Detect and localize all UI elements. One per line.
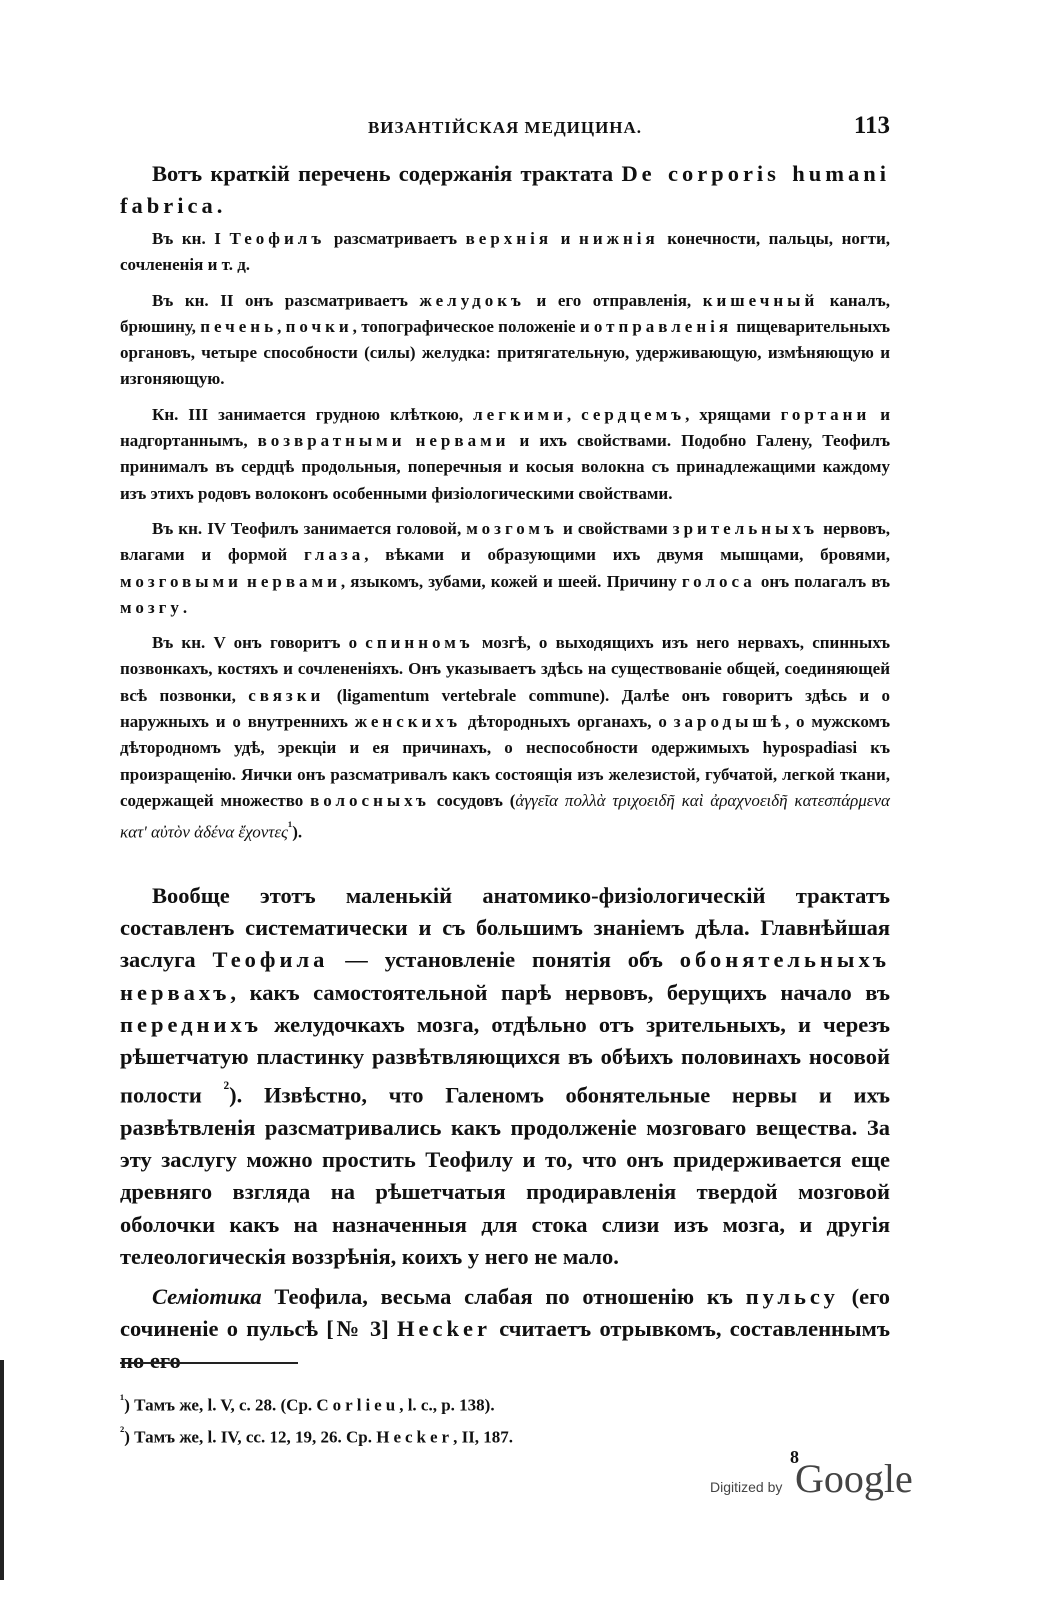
text-run: Въ кн. IV Теофилъ занимается головой,	[152, 518, 467, 538]
google-logo: Google	[795, 1456, 913, 1501]
spaced-term: глаза	[303, 545, 365, 565]
spaced-term: сердцемъ	[581, 404, 686, 424]
signature-mark: 8	[790, 1447, 799, 1467]
text-run: сосудовъ (	[429, 790, 516, 810]
book-3-summary	[120, 402, 890, 507]
spaced-term: мозговыми	[120, 571, 242, 591]
spaced-term: зрительныхъ	[672, 518, 819, 538]
text-run: и надгортаннымъ,	[120, 404, 890, 451]
spaced-term: желудокъ	[419, 290, 525, 310]
main-paragraph-1	[120, 880, 890, 1273]
spaced-term: переднихъ	[120, 1011, 262, 1037]
spaced-name: Corlieu	[316, 1395, 400, 1415]
spaced-name: Теофила	[212, 947, 329, 973]
book-summaries	[120, 226, 890, 846]
footnote-ref: ²	[223, 1078, 230, 1100]
text-run	[406, 431, 416, 450]
text-run: Кн. III занимается грудною клѣткою,	[152, 404, 474, 424]
digitized-by-label: Digitized by	[710, 1479, 783, 1495]
footnotes	[120, 1387, 890, 1450]
spaced-term: связки	[248, 685, 325, 705]
spaced-term: пульсу	[745, 1283, 839, 1309]
text-run: , языкомъ, зубами, кожей и шеей. Причину	[340, 571, 682, 591]
text-run: онъ полагалъ въ	[755, 571, 891, 591]
text-run: , хрящами	[685, 404, 781, 424]
text-run: Вообще этотъ маленькій анатомико-физіологическій трактатъ составленъ систематически и съ большимъ знаніемъ дѣла. Главнѣйшая заслуга	[120, 883, 890, 973]
footnote-mark: ²	[120, 1423, 125, 1440]
text-run: , какъ самостоятельной парѣ нервовъ, берущихъ начало въ	[230, 979, 890, 1005]
latin-title: De corporis humani fabrica	[120, 161, 891, 219]
book-2-summary	[120, 288, 890, 393]
italic-term: Семіотика	[152, 1283, 262, 1309]
text-run: нервовъ, влагами и формой	[120, 518, 890, 565]
footnote-mark: ¹	[120, 1392, 125, 1408]
text-run: и	[552, 229, 580, 248]
intro-text: Вотъ краткій перечень содержанія трактата	[152, 161, 622, 186]
spaced-term: обонятельныхъ	[679, 947, 890, 973]
page-number: 113	[853, 112, 890, 139]
text-run: пищеварительныхъ органовъ, четыре способности (силы) желудка: притягательную, удерживающую, измѣняющую и изгоняющую.	[120, 316, 891, 389]
spaced-term: верхнія	[465, 229, 553, 248]
spaced-name: Теофилъ	[229, 229, 326, 248]
text-run: желудочкахъ мозга, отдѣльно отъ зрительныхъ, и черезъ рѣшетчатую пластинку развѣтвляющихся въ обѣихъ половинахъ носовой полости	[120, 1011, 890, 1108]
spaced-term: возвратными	[257, 431, 406, 451]
text-run: мозгѣ, о выходящихъ изъ него нервахъ, спинныхъ позвонкахъ, костяхъ и сочлененіяхъ. Онъ указываетъ здѣсь на существованіе общей, соединяющей всѣ позвонки,	[120, 633, 890, 705]
text-run: ,	[277, 316, 286, 336]
text-run: ,	[566, 404, 582, 424]
spaced-term: почки	[285, 316, 353, 336]
footnote-ref: ¹	[287, 819, 293, 836]
book-1-summary	[120, 226, 890, 279]
text-run: ) Тамъ же, l. V, c. 28. (Cp.	[124, 1395, 317, 1415]
spaced-term: нервами	[247, 571, 341, 591]
text-run: и свойствами	[557, 518, 673, 538]
text-run: Въ кн. II онъ разсматриваетъ	[152, 290, 420, 310]
spaced-term: голоса	[681, 571, 756, 591]
text-run: ).	[292, 822, 303, 842]
spaced-term: нижнія	[579, 229, 659, 248]
text-run: дѣтородныхъ органахъ, о	[461, 712, 674, 732]
footnote-divider	[120, 1362, 298, 1364]
spaced-term: гортани	[780, 404, 871, 424]
digitized-watermark	[710, 1455, 930, 1505]
text-run: каналъ, брюшину,	[120, 290, 890, 336]
spaced-term: нервами	[415, 431, 510, 451]
text-run: — установленіе понятія объ	[328, 947, 680, 973]
intro-end: .	[216, 193, 223, 219]
spaced-term: отправленія	[593, 316, 733, 336]
text-run: , l. c., p. 138).	[399, 1395, 495, 1415]
text-run: ) Тамъ же, l. IV, cc. 12, 19, 26. Cp.	[124, 1427, 377, 1447]
footnote-2	[120, 1419, 890, 1451]
text-run: Въ кн. I	[152, 229, 230, 248]
text-run: конечности, пальцы, ногти, сочлененія и т. д.	[120, 229, 890, 275]
spaced-term: спинномъ	[365, 633, 474, 653]
spaced-term: легкими	[473, 404, 567, 424]
spaced-name: Hecker	[396, 1316, 491, 1342]
text-run: (его сочиненіе о пульсѣ [№ 3]	[120, 1283, 890, 1342]
spaced-term: мозгомъ	[466, 518, 558, 538]
spaced-term: зародышѣ	[673, 712, 785, 732]
book-4-summary	[120, 516, 890, 621]
text-run: считаетъ отрывкомъ, составленнымъ по его	[120, 1316, 891, 1374]
running-header	[120, 112, 890, 142]
text-run: и его отправленія,	[524, 290, 703, 310]
spaced-term: печень	[200, 316, 278, 336]
book-5-summary	[120, 630, 890, 846]
spaced-term: нервахъ	[120, 979, 231, 1005]
text-run: , топографическое положеніе и	[352, 316, 594, 336]
footnote-1	[120, 1387, 890, 1419]
spaced-name: Hecker	[376, 1427, 454, 1447]
text-run: (ligamentum vertebrale commune). Далѣе онъ говоритъ здѣсь и о наружныхъ и о внутреннихъ	[120, 685, 890, 732]
text-run: , о мужскомъ дѣтородномъ удѣ, эрекціи и ея причинахъ, о неспособности одержимыхъ hypospadiasi къ произращенію. Яички онъ разсматривалъ какъ состоящія изъ железистой, губчатой, легкой ткани, содержащей множество	[120, 712, 890, 810]
text-run: , вѣками и образующими ихъ двумя мышцами, бровями,	[364, 545, 890, 565]
text-run: .	[182, 597, 188, 617]
spaced-term: мозгу	[120, 597, 183, 617]
text-run: Теофила, весьма слабая по отношенію къ	[261, 1283, 746, 1309]
intro-paragraph	[120, 158, 890, 222]
scan-edge	[0, 1360, 4, 1580]
spaced-term: женскихъ	[354, 712, 462, 732]
text-run: ). Извѣстно, что Галеномъ обонятельные нервы и ихъ развѣтвленія разсматривались какъ продолженіе мозговаго вещества. За эту заслугу можно простить Теофилу и то, что онъ придерживается еще древняго взгляда на рѣшетчатыя продиравленія твердой мозговой оболочки какъ на назначенныя для стока слизи изъ мозга, и другія телеологическія воззрѣнія, коихъ у него не мало.	[120, 1082, 890, 1269]
greek-quote: ἀγγεῖα πολλὰ τριχοειδῆ καὶ ἀραχνοειδῆ κατεσπάρμενα κατ' αὐτὸν ἀδένα ἔχοντες	[120, 790, 890, 842]
text-run: разсматриваетъ	[325, 229, 466, 248]
text-run: , II, 187.	[453, 1427, 514, 1447]
text-run: и ихъ свойствами. Подобно Галену, Теофилъ принималъ въ сердцѣ продольныя, поперечныя и косыя волокна съ принадлежащими каждому изъ этихъ родовъ волоконъ особенными физіологическими свойствами.	[120, 431, 890, 503]
text-run: Въ кн. V онъ говоритъ о	[152, 633, 366, 653]
main-text	[120, 880, 890, 1378]
spaced-term: волосныхъ	[310, 790, 430, 810]
running-title: ВИЗАНТІЙСКАЯ МЕДИЦИНА.	[367, 118, 643, 137]
spaced-term: кишечный	[702, 290, 819, 310]
